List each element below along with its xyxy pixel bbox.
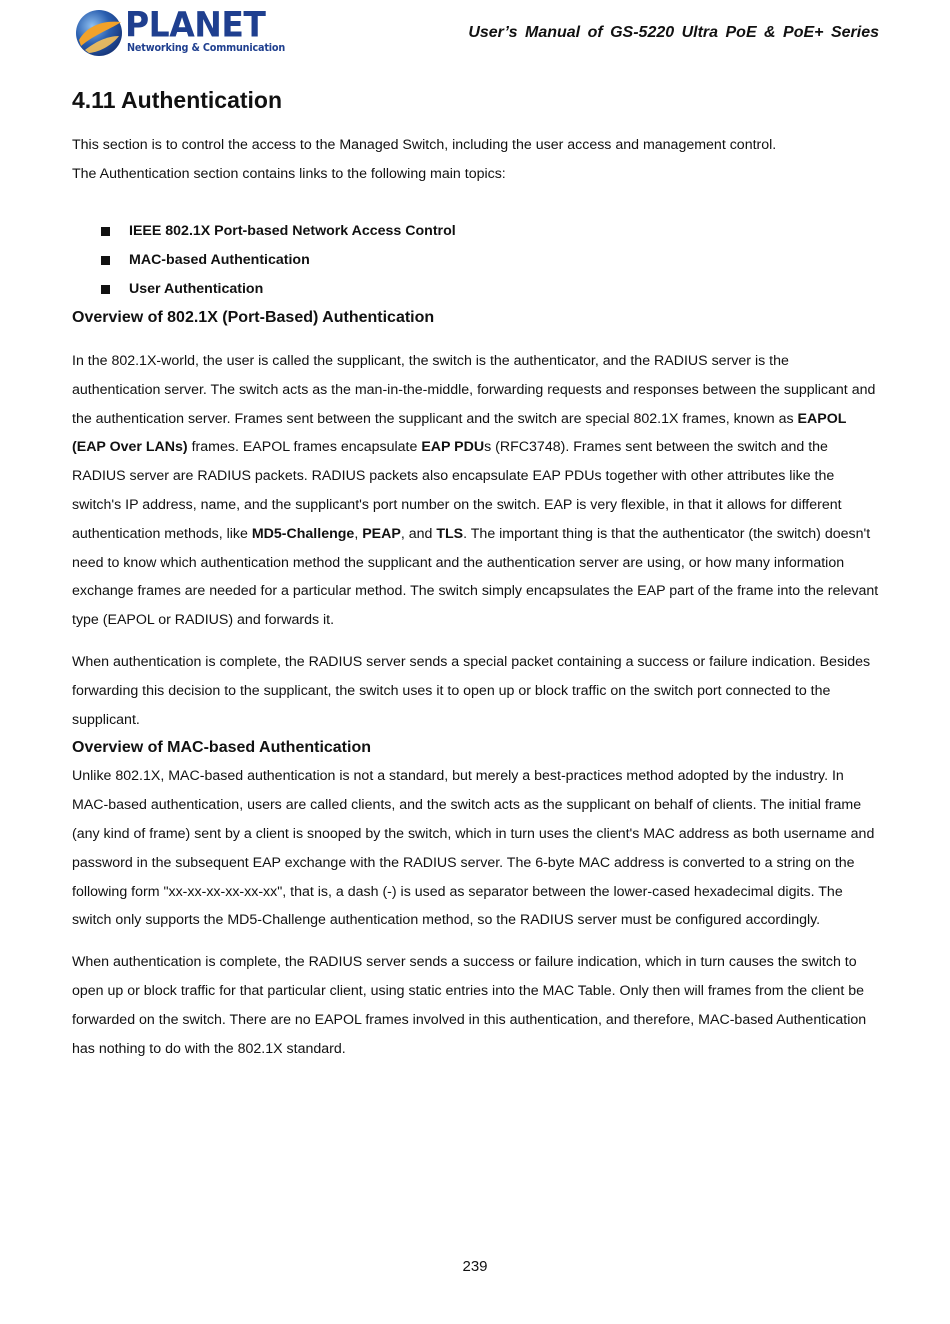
text-run: s (RFC3748). Frames sent between the switch and the RADIUS server are RADIUS packets. RADIUS packets also encapsulate EAP PDUs together with other attributes like the switch's IP address, name, and the supplicant's port number on the switch. EAP is very flexible, in that it allows for different authentication methods, like [72, 439, 842, 542]
overview-mac-title: Overview of MAC-based Authentication [72, 739, 371, 757]
text-run: frames. EAPOL frames encapsulate [187, 439, 422, 456]
topic-item [72, 246, 880, 275]
text-run: , and [400, 525, 437, 542]
bold-term: EAP PDU [421, 439, 485, 456]
planet-globe-icon [73, 6, 125, 58]
intro-line: The Authentication section contains links to the following main topics: [72, 166, 506, 182]
text-run: . The important thing is that the authenticator (the switch) doesn't need to know which authentication method the supplicant and the authentication server are using, or how many information exchange frames are needed for a particular method. The switch simply encapsulates the EAP part of the frame into the relevant type (EAPOL or RADIUS) and forwards it. [72, 525, 879, 629]
square-bullet-icon [101, 227, 110, 236]
planet-logo [73, 3, 286, 58]
bold-term: TLS [436, 525, 464, 542]
topic-label: MAC-based Authentication [129, 252, 310, 268]
intro-line: This section is to control the access to the Managed Switch, including the user access and management control. [72, 137, 777, 153]
overview-8021x-paragraph: When authentication is complete, the RADIUS server sends a special packet containing a success or failure indication. Besides forwarding this decision to the supplicant, the switch uses it to open up or block traffic on the switch port connected to the supplicant. [72, 653, 871, 728]
square-bullet-icon [101, 256, 110, 265]
text-run: In the 802.1X-world, the user is called the supplicant, the switch is the authenticator, and the RADIUS server is the authentication server. The switch acts as the man-in-the-middle, forwarding requests and responses between the supplicant and the authentication server. Frames sent between the supplicant and the switch are special 802.1X frames, known as [72, 353, 876, 427]
page-header [0, 0, 950, 64]
topic-list [72, 217, 880, 304]
topic-item [72, 217, 880, 246]
overview-8021x-paragraph [72, 347, 880, 635]
logo-tagline: Networking & Communication [127, 42, 286, 54]
topic-label: User Authentication [129, 281, 264, 297]
topic-item [72, 275, 880, 304]
square-bullet-icon [101, 285, 110, 294]
topic-label: IEEE 802.1X Port-based Network Access Control [129, 223, 456, 239]
section-intro [72, 131, 880, 189]
text-run: , [354, 525, 363, 542]
section-title: 4.11 Authentication [72, 87, 283, 113]
bold-term: EAPOL (EAP Over LANs) [72, 410, 847, 456]
overview-mac-paragraph: When authentication is complete, the RADIUS server sends a success or failure indication, which in turn causes the switch to open up or block traffic for that particular client, using static entries into the MAC Table. Only then will frames from the client be forwarded on the switch. There are no EAPOL frames involved in this authentication, and therefore, MAC-based Authentication has nothing to do with the 802.1X standard. [72, 954, 867, 1057]
page-number: 239 [462, 1258, 488, 1275]
page-content [72, 84, 880, 1063]
manual-title: User’s Manual of GS-5220 Ultra PoE & PoE+ Series [468, 24, 879, 41]
overview-mac-paragraph: Unlike 802.1X, MAC-based authentication is not a standard, but merely a best-practices method adopted by the industry. In MAC-based authentication, users are called clients, and the switch acts as the supplicant on behalf of clients. The initial frame (any kind of frame) sent by a client is snooped by the switch, which in turn uses the client's MAC address as both username and password in the subsequent EAP exchange with the RADIUS server. The 6-byte MAC address is converted to a string on the following form "xx-xx-xx-xx-xx-xx", that is, a dash (-) is used as separator between the lower-cased hexadecimal digits. The switch only supports the MD5-Challenge authentication method, so the RADIUS server must be configured accordingly. [72, 768, 875, 929]
overview-8021x-title: Overview of 802.1X (Port-Based) Authentication [72, 309, 435, 326]
bold-term: MD5-Challenge [251, 525, 355, 542]
bold-term: PEAP [362, 525, 401, 542]
logo-wordmark: PLANET [125, 3, 266, 45]
